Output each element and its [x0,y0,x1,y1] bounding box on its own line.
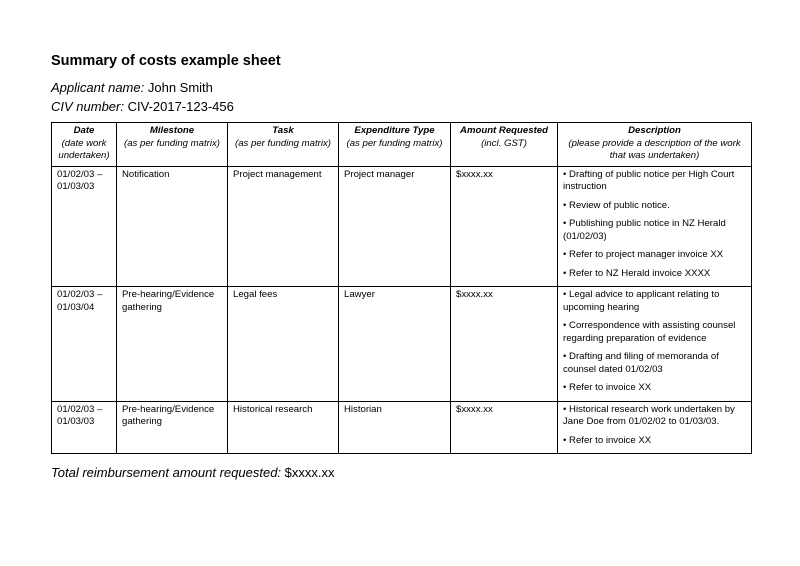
cell-milestone: Pre-hearing/Evidence gathering [117,287,228,402]
cell-expenditure: Lawyer [339,287,451,402]
description-item: • Historical research work undertaken by Jane Doe from 01/02/02 to 01/03/03. [563,403,735,427]
header-task: Task (as per funding matrix) [228,123,339,167]
description-item: • Drafting of public notice per High Court instruction [563,168,735,192]
total-line [51,464,335,482]
cell-task: Project management [228,166,339,287]
table-row [52,401,752,454]
applicant-line [51,78,751,97]
cell-description [558,166,752,287]
document-page [51,50,751,454]
header-date: Date (date work undertaken) [52,123,117,167]
header-expenditure-type: Expenditure Type (as per funding matrix) [339,123,451,167]
cell-description [558,287,752,402]
civ-label: CIV number: [51,99,124,114]
cell-description [558,401,752,454]
table-row [52,166,752,287]
cell-date: 01/02/03 – 01/03/03 [52,166,117,287]
description-item: • Drafting and filing of memoranda of counsel dated 01/02/03 [563,351,719,375]
cell-task: Historical research [228,401,339,454]
description-item: • Refer to invoice XX [563,382,652,393]
total-label: Total reimbursement amount requested: [51,465,282,480]
description-item: • Review of public notice. [563,199,670,211]
table-row [52,287,752,402]
cell-task: Legal fees [228,287,339,402]
page-title: Summary of costs example sheet [51,53,281,69]
applicant-value: John Smith [147,80,213,95]
cell-expenditure: Historian [339,401,451,454]
header-description: Description (please provide a description of the work that was undertaken) [558,123,752,167]
description-item: • Correspondence with assisting counsel regarding preparation of evidence [563,320,736,344]
cell-amount: $xxxx.xx [451,287,558,402]
cell-milestone: Pre-hearing/Evidence gathering [117,401,228,454]
cell-amount: $xxxx.xx [451,401,558,454]
header-milestone: Milestone (as per funding matrix) [117,123,228,167]
description-item: • Refer to NZ Herald invoice XXXX [563,267,711,279]
header-amount-requested: Amount Requested (incl. GST) [451,123,558,167]
description-item: • Refer to invoice XX [563,434,652,446]
cell-date: 01/02/03 – 01/03/04 [52,287,117,402]
costs-table [51,122,752,454]
cell-amount: $xxxx.xx [451,166,558,287]
cell-expenditure: Project manager [339,166,451,287]
cell-milestone: Notification [117,166,228,287]
total-value: $xxxx.xx [284,465,335,480]
table-header-row [52,123,752,167]
description-item: • Publishing public notice in NZ Herald (01/02/03) [563,218,726,242]
description-item: • Refer to project manager invoice XX [563,249,724,260]
civ-value: CIV-2017-123-456 [127,99,234,114]
description-item: • Legal advice to applicant relating to upcoming hearing [563,289,720,313]
applicant-label: Applicant name: [51,80,145,95]
cell-date: 01/02/03 – 01/03/03 [52,401,117,454]
civ-line [51,97,751,116]
